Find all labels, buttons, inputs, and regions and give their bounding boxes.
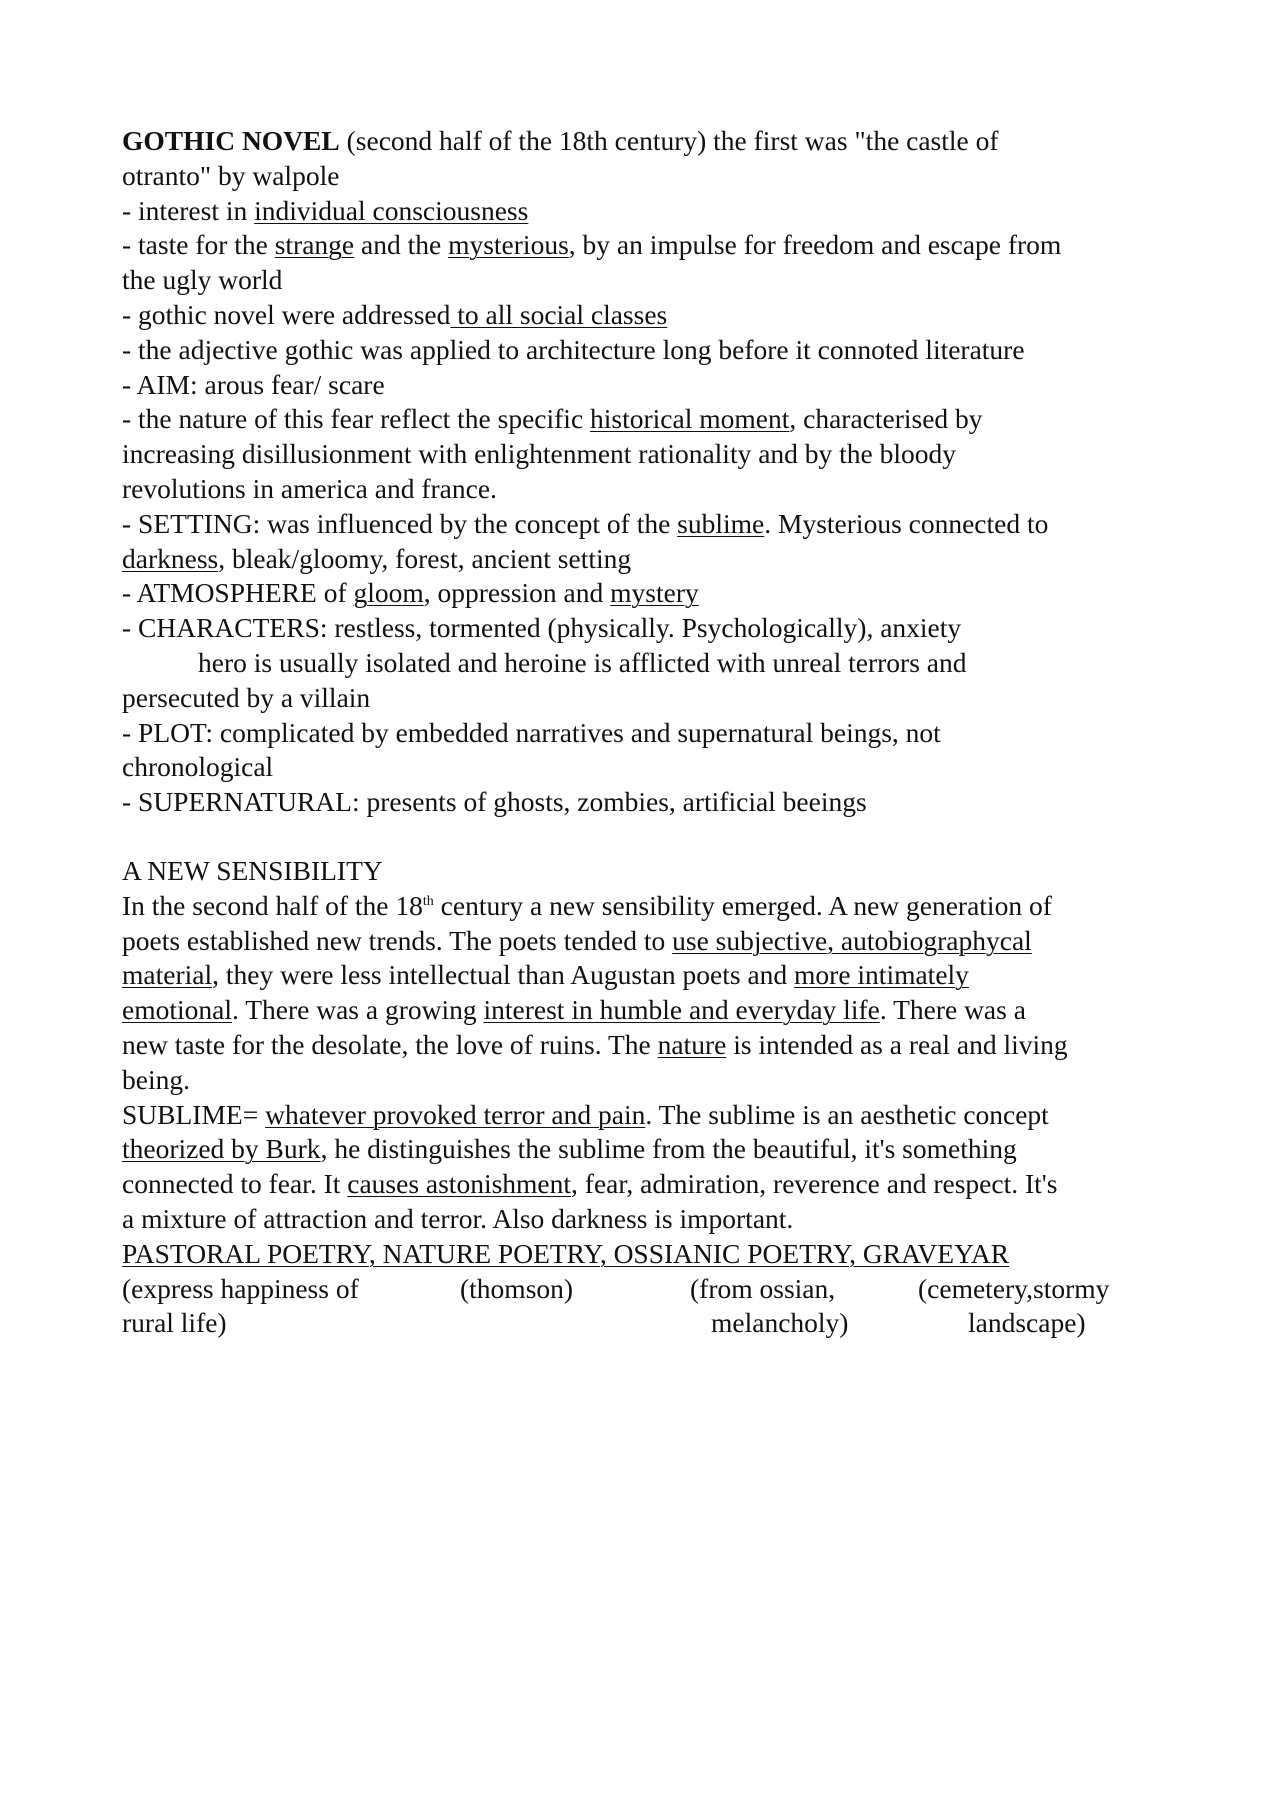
text: SUBLIME= bbox=[122, 1098, 266, 1130]
sensibility-line bbox=[122, 924, 1172, 959]
gothic-point-taste-cont: the ugly world bbox=[122, 264, 283, 296]
gothic-point-architecture: - the adjective gothic was applied to architecture long before it connoted literature bbox=[122, 333, 1025, 365]
text: . There was a growing bbox=[231, 994, 484, 1026]
gothic-point-fear bbox=[122, 402, 1172, 437]
poetry-types-heading: PASTORAL POETRY, NATURE POETRY, OSSIANIC POETRY, GRAVEYAR bbox=[122, 1237, 1010, 1269]
gothic-point-atmosphere bbox=[122, 576, 1172, 611]
text: is intended as a real and living bbox=[726, 1028, 1068, 1060]
underlined-text: theorized by Burk bbox=[122, 1133, 321, 1165]
text: - taste for the bbox=[122, 229, 275, 261]
text: , fear, admiration, reverence and respect. It's bbox=[571, 1168, 1058, 1200]
text: (from ossian, bbox=[690, 1272, 836, 1304]
underlined-text: more intimately bbox=[794, 959, 969, 991]
underlined-text: historical moment bbox=[590, 403, 790, 435]
superscript: th bbox=[422, 893, 434, 909]
gothic-point-taste bbox=[122, 228, 1172, 263]
text: (thomson) bbox=[460, 1272, 574, 1304]
sensibility-heading: A NEW SENSIBILITY bbox=[122, 854, 383, 886]
underlined-text: nature bbox=[657, 1028, 727, 1060]
text: (express happiness of bbox=[122, 1272, 359, 1304]
text: . Mysterious connected to bbox=[764, 507, 1049, 539]
note-pastoral bbox=[122, 1272, 359, 1342]
text: connected to fear. It bbox=[122, 1168, 348, 1200]
underlined-text: to all social classes bbox=[450, 298, 668, 330]
text: , they were less intellectual than Augustan poets and bbox=[212, 959, 795, 991]
text: - ATMOSPHERE of bbox=[122, 577, 354, 609]
underlined-text: material bbox=[122, 959, 213, 991]
text: , by an impulse for freedom and escape from bbox=[568, 229, 1062, 261]
text: (cemetery,stormy bbox=[918, 1272, 1110, 1304]
gothic-point-characters-cont: persecuted by a villain bbox=[122, 681, 371, 713]
underlined-text: emotional bbox=[122, 994, 232, 1026]
note-ossianic bbox=[690, 1272, 848, 1342]
underlined-text: causes astonishment bbox=[347, 1168, 572, 1200]
text: new taste for the desolate, the love of ruins. The bbox=[122, 1028, 658, 1060]
gothic-point-supernatural: - SUPERNATURAL: presents of ghosts, zombies, artificial beeings bbox=[122, 786, 867, 818]
gothic-intro: (second half of the 18th century) the first was "the castle of bbox=[339, 125, 999, 156]
note-nature bbox=[460, 1272, 573, 1307]
text: - interest in bbox=[122, 194, 255, 226]
gothic-intro-cont: otranto" by walpole bbox=[122, 159, 340, 191]
underlined-text: interest in humble and everyday life bbox=[483, 994, 880, 1026]
text: landscape) bbox=[968, 1307, 1086, 1339]
text: . The sublime is an aesthetic concept bbox=[645, 1098, 1049, 1130]
sublime-line bbox=[122, 1132, 1172, 1167]
gothic-point-aim: - AIM: arous fear/ scare bbox=[122, 368, 385, 400]
underlined-text: darkness bbox=[122, 542, 219, 574]
sublime-line bbox=[122, 1167, 1172, 1202]
document-page bbox=[122, 124, 1172, 1342]
gothic-point-setting-cont bbox=[122, 542, 1172, 577]
text: , bleak/gloomy, forest, ancient setting bbox=[218, 542, 632, 574]
underlined-text: mystery bbox=[610, 577, 699, 609]
underlined-text: mysterious bbox=[448, 229, 569, 261]
text: poets established new trends. The poets tended to bbox=[122, 924, 673, 956]
text: - the nature of this fear reflect the specific bbox=[122, 403, 591, 435]
text: melancholy) bbox=[711, 1307, 849, 1339]
gothic-title: GOTHIC NOVEL bbox=[122, 125, 340, 156]
gothic-point-characters: - CHARACTERS: restless, tormented (physically. Psychologically), anxiety bbox=[122, 612, 962, 644]
sublime-line bbox=[122, 1098, 1172, 1133]
paragraph-gap bbox=[122, 820, 1172, 854]
sensibility-line: being. bbox=[122, 1063, 190, 1095]
underlined-text: individual consciousness bbox=[254, 194, 529, 226]
gothic-point-fear-cont: revolutions in america and france. bbox=[122, 472, 497, 504]
underlined-text: sublime bbox=[677, 507, 765, 539]
gothic-point-plot: - PLOT: complicated by embedded narratives and supernatural beings, not bbox=[122, 716, 941, 748]
text: rural life) bbox=[122, 1307, 227, 1339]
sublime-line: a mixture of attraction and terror. Also darkness is important. bbox=[122, 1202, 794, 1234]
text: , he distinguishes the sublime from the beautiful, it's something bbox=[320, 1133, 1017, 1165]
sensibility-line bbox=[122, 993, 1172, 1028]
gothic-point-consciousness bbox=[122, 194, 1172, 229]
text: . There was a bbox=[879, 994, 1026, 1026]
text: In the second half of the 18 bbox=[122, 889, 423, 921]
gothic-point-setting bbox=[122, 507, 1172, 542]
text: - SETTING: was influenced by the concept of the bbox=[122, 507, 678, 539]
gothic-point-fear-cont: increasing disillusionment with enlightenment rationality and by the bloody bbox=[122, 438, 957, 470]
text: and the bbox=[354, 229, 449, 261]
sensibility-line bbox=[122, 1028, 1172, 1063]
gothic-point-plot-cont: chronological bbox=[122, 751, 274, 783]
gothic-point-audience bbox=[122, 298, 1172, 333]
underlined-text: use subjective, autobiographycal bbox=[672, 924, 1032, 956]
sensibility-line bbox=[122, 889, 1172, 924]
note-graveyard bbox=[918, 1272, 1109, 1342]
text: - gothic novel were addressed bbox=[122, 298, 451, 330]
sensibility-line bbox=[122, 958, 1172, 993]
gothic-title-line bbox=[122, 124, 1172, 159]
gothic-point-characters-cont: hero is usually isolated and heroine is afflicted with unreal terrors and bbox=[198, 646, 967, 678]
text: , oppression and bbox=[423, 577, 611, 609]
underlined-text: strange bbox=[274, 229, 355, 261]
poetry-types-notes bbox=[122, 1272, 1172, 1342]
text: , characterised by bbox=[789, 403, 983, 435]
underlined-text: whatever provoked terror and pain bbox=[265, 1098, 646, 1130]
text: century a new sensibility emerged. A new generation of bbox=[433, 889, 1052, 921]
underlined-text: gloom bbox=[353, 577, 424, 609]
